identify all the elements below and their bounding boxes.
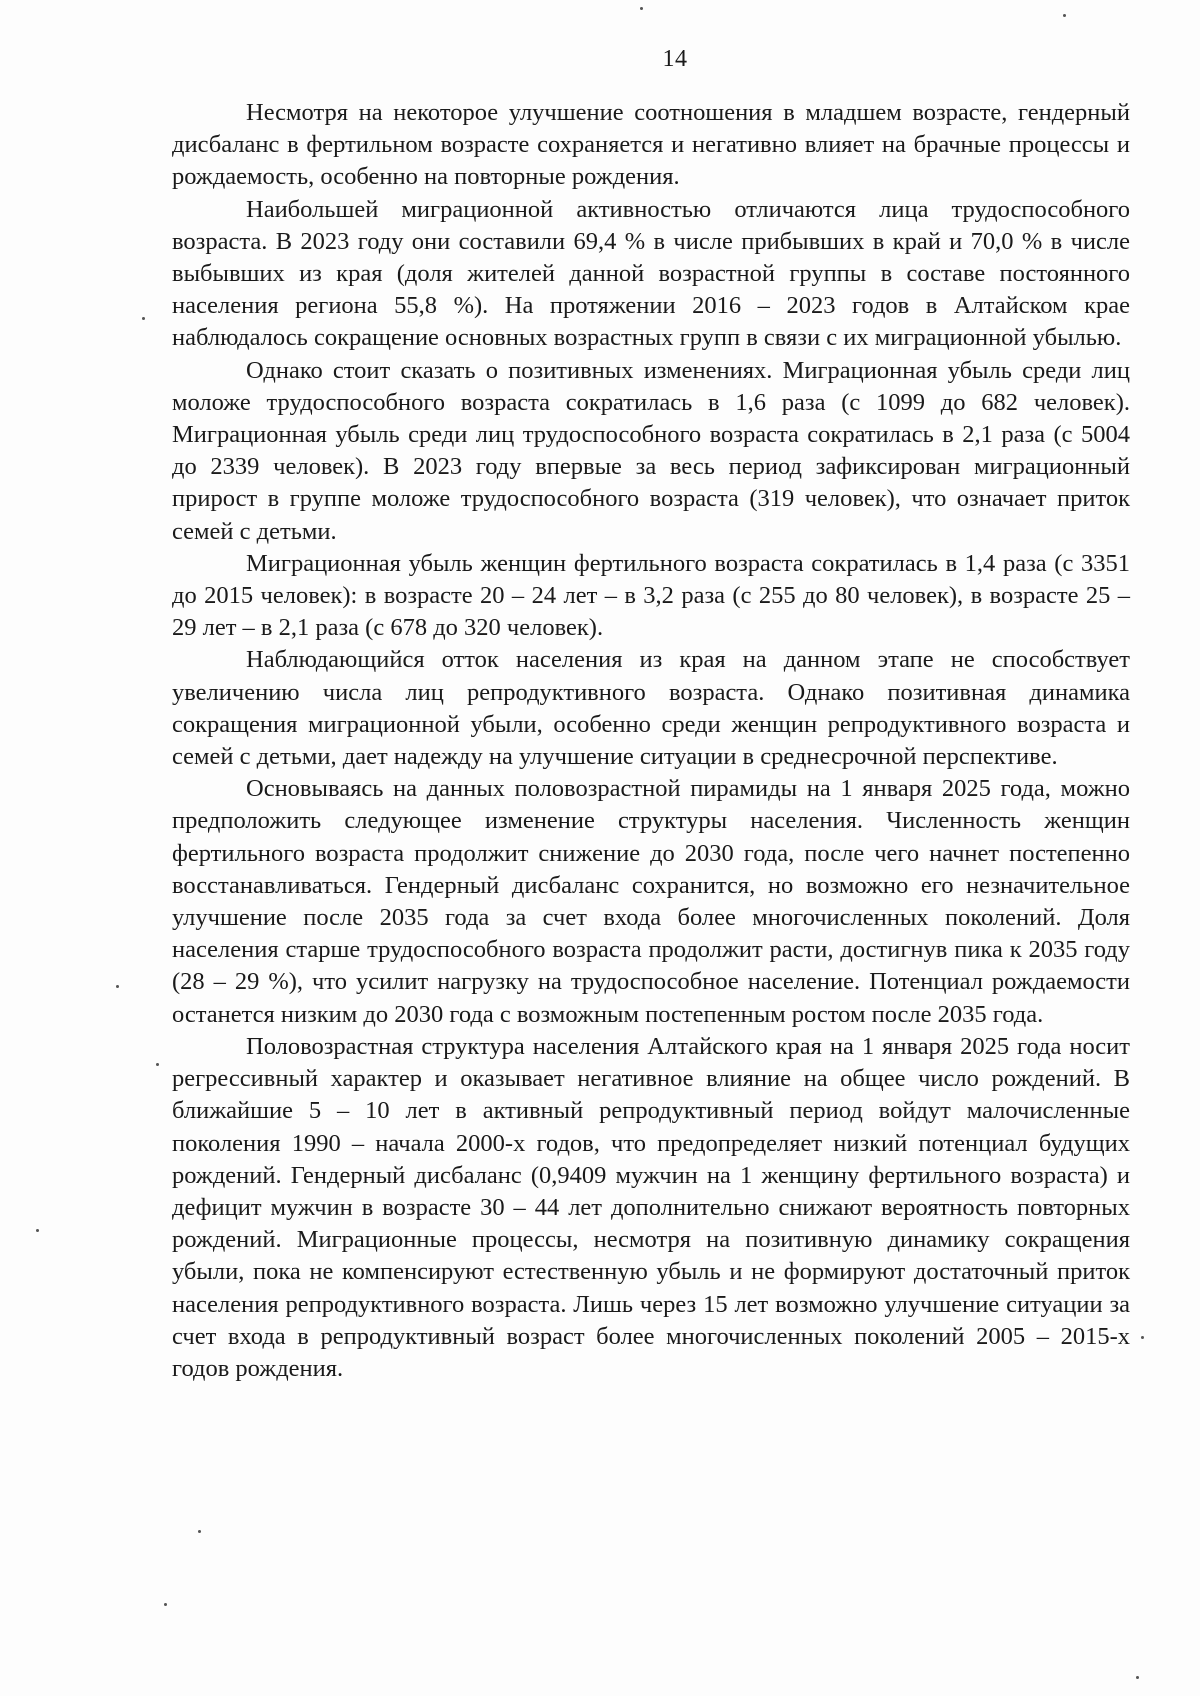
page-number: 14 bbox=[662, 46, 688, 72]
paragraph-structure-forecast: Основываясь на данных половозрастной пирамиды на 1 января 2025 года, можно предположить следующее изменение структуры населения. Численность женщин фертильного возраста продолжит снижение до 2030 года, после чего начнет постепенно восстанавливаться. Гендерный дисбаланс сохранится, но возможно его незначительное улучшение после 2035 года за счет входа более многочисленных поколений. Доля населения старше трудоспособного возраста продолжит расти, достигнув пика к 2035 году (28 – 29 %), что усилит нагрузку на трудоспособное население. Потенциал рождаемости останется низким до 2030 года с возможным постепенным ростом после 2035 года. bbox=[172, 775, 1130, 1028]
paragraph-fertile-women-migration: Миграционная убыль женщин фертильного возраста сократилась в 1,4 раза (с 3351 до 2015 человек): в возрасте 20 – 24 лет – в 3,2 раза (с 255 до 80 человек), в возрасте 25 – 29 лет – в 2,1 раза (с 678 до 320 человек). bbox=[172, 549, 1130, 642]
scan-speck bbox=[1141, 1336, 1144, 1339]
scan-speck bbox=[1136, 1676, 1139, 1679]
scan-speck bbox=[36, 1229, 39, 1232]
paragraph-working-age-migration: Наибольшей миграционной активностью отличаются лица трудоспособного возраста. В 2023 году они составили 69,4 % в числе прибывших в край и 70,0 % в числе выбывших из края (доля жителей данной возрастной группы в составе постоянного населения региона 55,8 %). На протяжении 2016 – 2023 годов в Алтайском крае наблюдалось сокращение основных возрастных групп в связи с их миграционной убылью. bbox=[172, 195, 1130, 352]
scan-speck bbox=[142, 317, 145, 320]
scan-speck bbox=[116, 985, 119, 988]
scan-speck bbox=[640, 7, 643, 10]
paragraph-positive-changes: Однако стоит сказать о позитивных изменениях. Миграционная убыль среди лиц моложе трудоспособного возраста сократилась в 1,6 раза (с 1099 до 682 человек). Миграционная убыль среди лиц трудоспособного возраста сократилась в 2,1 раза (с 5004 до 2339 человек). В 2023 году впервые за весь период зафиксирован миграционный прирост в группе моложе трудоспособного возраста (319 человек), что означает приток семей с детьми. bbox=[172, 356, 1130, 545]
scan-speck bbox=[156, 1063, 159, 1066]
scan-speck bbox=[1063, 14, 1066, 17]
scan-speck bbox=[198, 1530, 201, 1533]
paragraph-population-outflow: Наблюдающийся отток населения из края на данном этапе не способствует увеличению числа лиц репродуктивного возраста. Однако позитивная динамика сокращения миграционной убыли, особенно среди женщин репродуктивного возраста и семей с детьми, дает надежду на улучшение ситуации в среднесрочной перспективе. bbox=[172, 646, 1130, 771]
document-body bbox=[172, 97, 1130, 1385]
scan-speck bbox=[164, 1603, 167, 1606]
paragraph-gender-imbalance: Несмотря на некоторое улучшение соотношения в младшем возрасте, гендерный дисбаланс в фертильном возрасте сохраняется и негативно влияет на брачные процессы и рождаемость, особенно на повторные рождения. bbox=[172, 99, 1130, 191]
paragraph-regressive-structure: Половозрастная структура населения Алтайского края на 1 января 2025 года носит регрессивный характер и оказывает негативное влияние на общее число рождений. В ближайшие 5 – 10 лет в активный репродуктивный период войдут малочисленные поколения 1990 – начала 2000-х годов, что предопределяет низкий потенциал будущих рождений. Гендерный дисбаланс (0,9409 мужчин на 1 женщину фертильного возраста) и дефицит мужчин в возрасте 30 – 44 лет дополнительно снижают вероятность повторных рождений. Миграционные процессы, несмотря на позитивную динамику сокращения убыли, пока не компенсируют естественную убыль и не формируют достаточный приток населения репродуктивного возраста. Лишь через 15 лет возможно улучшение ситуации за счет входа в репродуктивный возраст более многочисленных поколений 2005 – 2015-х годов рождения. bbox=[172, 1032, 1130, 1382]
